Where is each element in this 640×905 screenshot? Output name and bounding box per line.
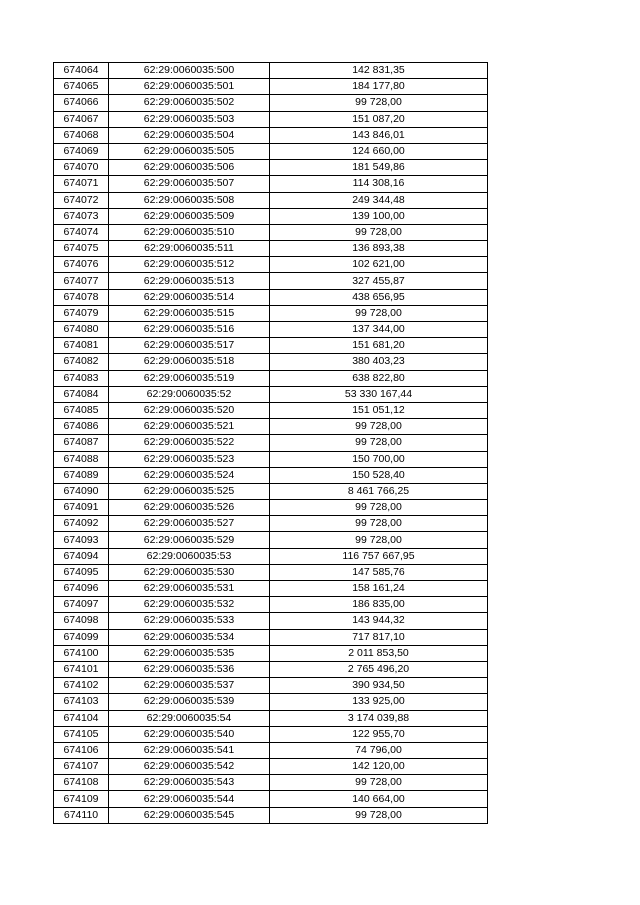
cadastral-number-cell: 62:29:0060035:515 [109, 305, 270, 321]
cadastral-number-cell: 62:29:0060035:523 [109, 451, 270, 467]
cadastral-number-cell: 62:29:0060035:537 [109, 678, 270, 694]
row-number-cell: 674110 [54, 807, 109, 823]
value-cell: 390 934,50 [270, 678, 488, 694]
row-number-cell: 674075 [54, 241, 109, 257]
cadastral-number-cell: 62:29:0060035:54 [109, 710, 270, 726]
cadastral-number-cell: 62:29:0060035:524 [109, 467, 270, 483]
table-row [54, 500, 488, 516]
cadastral-number-cell: 62:29:0060035:510 [109, 224, 270, 240]
value-cell: 327 455,87 [270, 273, 488, 289]
table-row [54, 710, 488, 726]
cadastral-number-cell: 62:29:0060035:513 [109, 273, 270, 289]
table-row [54, 208, 488, 224]
value-cell: 184 177,80 [270, 79, 488, 95]
table-row [54, 581, 488, 597]
row-number-cell: 674083 [54, 370, 109, 386]
table-row [54, 775, 488, 791]
table-row [54, 127, 488, 143]
value-cell: 8 461 766,25 [270, 483, 488, 499]
row-number-cell: 674074 [54, 224, 109, 240]
table-row [54, 759, 488, 775]
value-cell: 136 893,38 [270, 241, 488, 257]
cadastral-number-cell: 62:29:0060035:501 [109, 79, 270, 95]
value-cell: 151 681,20 [270, 338, 488, 354]
value-cell: 99 728,00 [270, 435, 488, 451]
value-cell: 380 403,23 [270, 354, 488, 370]
value-cell: 114 308,16 [270, 176, 488, 192]
row-number-cell: 674089 [54, 467, 109, 483]
value-cell: 142 831,35 [270, 63, 488, 79]
row-number-cell: 674084 [54, 386, 109, 402]
cadastral-number-cell: 62:29:0060035:502 [109, 95, 270, 111]
value-cell: 53 330 167,44 [270, 386, 488, 402]
value-cell: 717 817,10 [270, 629, 488, 645]
row-number-cell: 674106 [54, 742, 109, 758]
row-number-cell: 674098 [54, 613, 109, 629]
value-cell: 143 846,01 [270, 127, 488, 143]
table-row [54, 678, 488, 694]
row-number-cell: 674099 [54, 629, 109, 645]
row-number-cell: 674094 [54, 548, 109, 564]
table-row [54, 354, 488, 370]
table-row [54, 807, 488, 823]
row-number-cell: 674101 [54, 661, 109, 677]
value-cell: 2 765 496,20 [270, 661, 488, 677]
cadastral-number-cell: 62:29:0060035:544 [109, 791, 270, 807]
row-number-cell: 674105 [54, 726, 109, 742]
row-number-cell: 674088 [54, 451, 109, 467]
table-row [54, 111, 488, 127]
table-row [54, 516, 488, 532]
cadastral-number-cell: 62:29:0060035:541 [109, 742, 270, 758]
row-number-cell: 674100 [54, 645, 109, 661]
row-number-cell: 674091 [54, 500, 109, 516]
cadastral-number-cell: 62:29:0060035:529 [109, 532, 270, 548]
table-row [54, 63, 488, 79]
cadastral-number-cell: 62:29:0060035:509 [109, 208, 270, 224]
cadastral-number-cell: 62:29:0060035:527 [109, 516, 270, 532]
cadastral-number-cell: 62:29:0060035:543 [109, 775, 270, 791]
value-cell: 158 161,24 [270, 581, 488, 597]
row-number-cell: 674071 [54, 176, 109, 192]
table-row [54, 419, 488, 435]
cadastral-number-cell: 62:29:0060035:512 [109, 257, 270, 273]
row-number-cell: 674090 [54, 483, 109, 499]
row-number-cell: 674104 [54, 710, 109, 726]
row-number-cell: 674065 [54, 79, 109, 95]
table-row [54, 694, 488, 710]
table-row [54, 645, 488, 661]
value-cell: 99 728,00 [270, 807, 488, 823]
value-cell: 116 757 667,95 [270, 548, 488, 564]
table-row [54, 386, 488, 402]
cadastral-number-cell: 62:29:0060035:545 [109, 807, 270, 823]
cadastral-number-cell: 62:29:0060035:533 [109, 613, 270, 629]
table-row [54, 192, 488, 208]
cadastral-number-cell: 62:29:0060035:53 [109, 548, 270, 564]
value-cell: 150 700,00 [270, 451, 488, 467]
row-number-cell: 674073 [54, 208, 109, 224]
row-number-cell: 674067 [54, 111, 109, 127]
row-number-cell: 674070 [54, 160, 109, 176]
row-number-cell: 674078 [54, 289, 109, 305]
row-number-cell: 674095 [54, 564, 109, 580]
cadastral-number-cell: 62:29:0060035:504 [109, 127, 270, 143]
table-row [54, 79, 488, 95]
cadastral-number-cell: 62:29:0060035:532 [109, 597, 270, 613]
row-number-cell: 674080 [54, 322, 109, 338]
table-row [54, 257, 488, 273]
value-cell: 150 528,40 [270, 467, 488, 483]
value-cell: 133 925,00 [270, 694, 488, 710]
value-cell: 99 728,00 [270, 500, 488, 516]
cadastral-number-cell: 62:29:0060035:535 [109, 645, 270, 661]
value-cell: 143 944,32 [270, 613, 488, 629]
value-cell: 151 087,20 [270, 111, 488, 127]
table-row [54, 160, 488, 176]
value-cell: 186 835,00 [270, 597, 488, 613]
cadastral-number-cell: 62:29:0060035:520 [109, 402, 270, 418]
table-row [54, 483, 488, 499]
row-number-cell: 674076 [54, 257, 109, 273]
cadastral-number-cell: 62:29:0060035:534 [109, 629, 270, 645]
table-row [54, 95, 488, 111]
value-cell: 249 344,48 [270, 192, 488, 208]
row-number-cell: 674087 [54, 435, 109, 451]
table-row [54, 742, 488, 758]
cadastral-number-cell: 62:29:0060035:500 [109, 63, 270, 79]
cadastral-number-cell: 62:29:0060035:508 [109, 192, 270, 208]
value-cell: 99 728,00 [270, 95, 488, 111]
row-number-cell: 674077 [54, 273, 109, 289]
table-row [54, 322, 488, 338]
value-cell: 99 728,00 [270, 775, 488, 791]
cadastral-number-cell: 62:29:0060035:505 [109, 143, 270, 159]
cadastral-number-cell: 62:29:0060035:506 [109, 160, 270, 176]
table-row [54, 467, 488, 483]
row-number-cell: 674103 [54, 694, 109, 710]
value-cell: 438 656,95 [270, 289, 488, 305]
row-number-cell: 674102 [54, 678, 109, 694]
value-cell: 124 660,00 [270, 143, 488, 159]
row-number-cell: 674068 [54, 127, 109, 143]
row-number-cell: 674069 [54, 143, 109, 159]
value-cell: 139 100,00 [270, 208, 488, 224]
cadastral-number-cell: 62:29:0060035:539 [109, 694, 270, 710]
row-number-cell: 674085 [54, 402, 109, 418]
value-cell: 151 051,12 [270, 402, 488, 418]
row-number-cell: 674096 [54, 581, 109, 597]
row-number-cell: 674082 [54, 354, 109, 370]
value-cell: 99 728,00 [270, 305, 488, 321]
row-number-cell: 674093 [54, 532, 109, 548]
table-row [54, 241, 488, 257]
table-row [54, 143, 488, 159]
value-cell: 122 955,70 [270, 726, 488, 742]
row-number-cell: 674108 [54, 775, 109, 791]
value-cell: 181 549,86 [270, 160, 488, 176]
value-cell: 140 664,00 [270, 791, 488, 807]
cadastral-number-cell: 62:29:0060035:507 [109, 176, 270, 192]
row-number-cell: 674064 [54, 63, 109, 79]
table-row [54, 532, 488, 548]
cadastral-number-cell: 62:29:0060035:521 [109, 419, 270, 435]
table-row [54, 613, 488, 629]
table-row [54, 548, 488, 564]
table-row [54, 564, 488, 580]
cadastral-number-cell: 62:29:0060035:530 [109, 564, 270, 580]
row-number-cell: 674072 [54, 192, 109, 208]
cadastral-value-table [53, 62, 488, 824]
table-body [54, 63, 488, 824]
table-row [54, 726, 488, 742]
cadastral-number-cell: 62:29:0060035:503 [109, 111, 270, 127]
cadastral-number-cell: 62:29:0060035:540 [109, 726, 270, 742]
row-number-cell: 674081 [54, 338, 109, 354]
table-row [54, 176, 488, 192]
row-number-cell: 674107 [54, 759, 109, 775]
value-cell: 99 728,00 [270, 224, 488, 240]
value-cell: 3 174 039,88 [270, 710, 488, 726]
table-row [54, 435, 488, 451]
row-number-cell: 674097 [54, 597, 109, 613]
table-row [54, 661, 488, 677]
cadastral-number-cell: 62:29:0060035:516 [109, 322, 270, 338]
table-row [54, 338, 488, 354]
table-row [54, 289, 488, 305]
table-row [54, 305, 488, 321]
table-row [54, 224, 488, 240]
cadastral-number-cell: 62:29:0060035:525 [109, 483, 270, 499]
value-cell: 142 120,00 [270, 759, 488, 775]
table-row [54, 273, 488, 289]
table-row [54, 629, 488, 645]
cadastral-number-cell: 62:29:0060035:517 [109, 338, 270, 354]
cadastral-number-cell: 62:29:0060035:542 [109, 759, 270, 775]
cadastral-number-cell: 62:29:0060035:52 [109, 386, 270, 402]
value-cell: 99 728,00 [270, 532, 488, 548]
table-row [54, 451, 488, 467]
table-row [54, 402, 488, 418]
cadastral-number-cell: 62:29:0060035:519 [109, 370, 270, 386]
cadastral-number-cell: 62:29:0060035:514 [109, 289, 270, 305]
cadastral-number-cell: 62:29:0060035:511 [109, 241, 270, 257]
row-number-cell: 674066 [54, 95, 109, 111]
row-number-cell: 674079 [54, 305, 109, 321]
value-cell: 147 585,76 [270, 564, 488, 580]
value-cell: 99 728,00 [270, 516, 488, 532]
cadastral-number-cell: 62:29:0060035:536 [109, 661, 270, 677]
cadastral-number-cell: 62:29:0060035:518 [109, 354, 270, 370]
cadastral-number-cell: 62:29:0060035:531 [109, 581, 270, 597]
cadastral-number-cell: 62:29:0060035:522 [109, 435, 270, 451]
row-number-cell: 674092 [54, 516, 109, 532]
value-cell: 2 011 853,50 [270, 645, 488, 661]
row-number-cell: 674086 [54, 419, 109, 435]
value-cell: 99 728,00 [270, 419, 488, 435]
table-row [54, 370, 488, 386]
value-cell: 74 796,00 [270, 742, 488, 758]
cadastral-number-cell: 62:29:0060035:526 [109, 500, 270, 516]
row-number-cell: 674109 [54, 791, 109, 807]
value-cell: 638 822,80 [270, 370, 488, 386]
value-cell: 102 621,00 [270, 257, 488, 273]
table-row [54, 791, 488, 807]
table-row [54, 597, 488, 613]
value-cell: 137 344,00 [270, 322, 488, 338]
